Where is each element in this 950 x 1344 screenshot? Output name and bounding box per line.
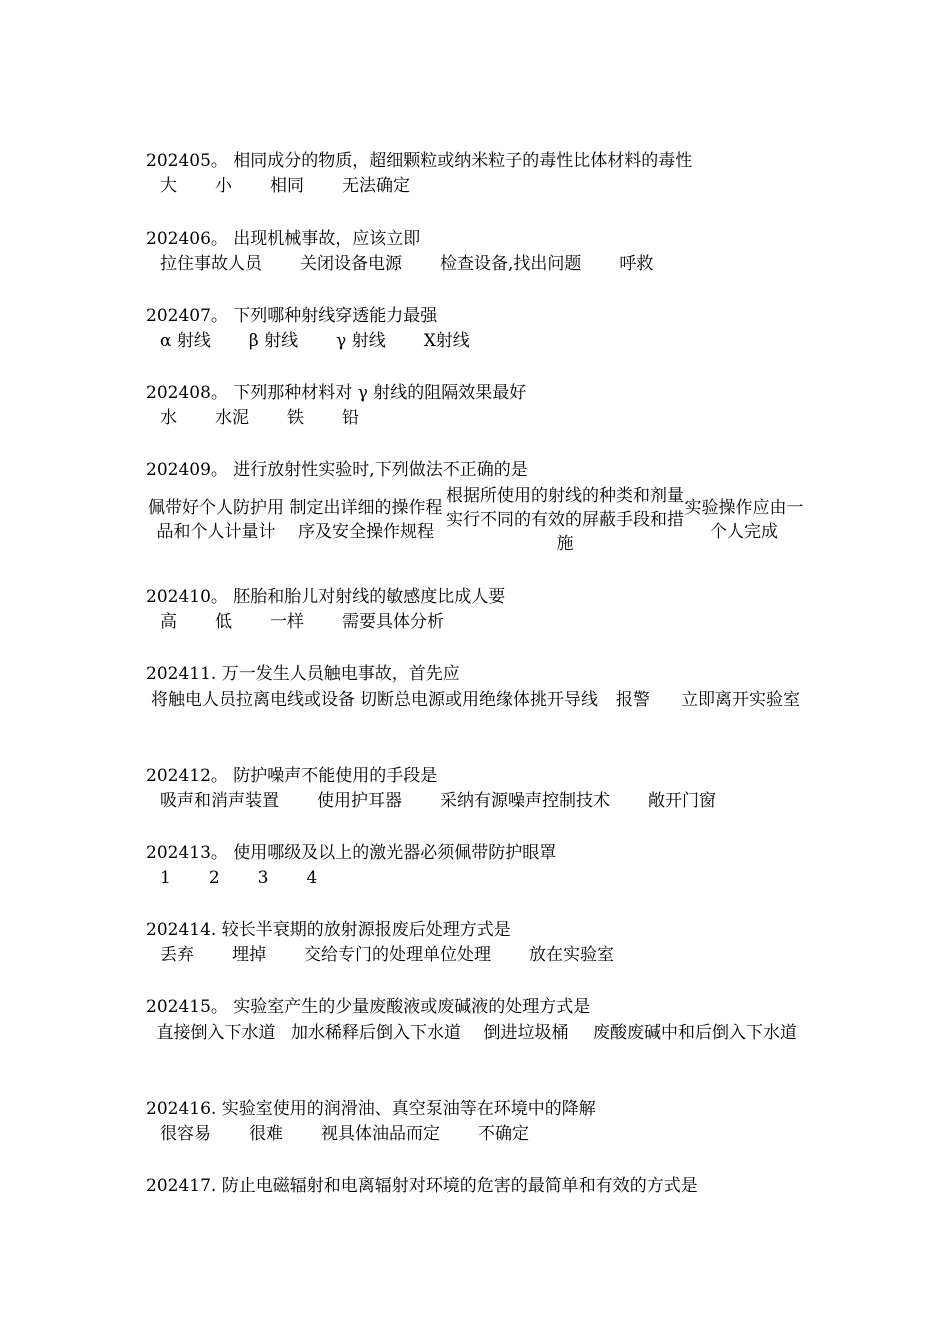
options-row (146, 866, 826, 890)
question-text: 202413。 使用哪级及以上的激光器必须佩带防护眼罩 (146, 843, 557, 863)
question-202406 (146, 227, 826, 276)
option-a: α 射线 (160, 331, 211, 351)
option-d: 需要具体分析 (342, 612, 444, 632)
option-b: 加水稀释后倒入下水道 (291, 1023, 461, 1043)
question-202416 (146, 1097, 826, 1146)
option-a: 大 (160, 176, 177, 196)
question-text: 202407。 下列哪种射线穿透能力最强 (146, 306, 438, 326)
option-d: 废酸废碱中和后倒入下水道 (593, 1023, 797, 1043)
options-grid (146, 688, 826, 712)
option-c: 倒进垃圾桶 (483, 1023, 569, 1043)
option-c: γ 射线 (336, 331, 386, 351)
options-row (146, 789, 826, 813)
option-b: 水泥 (215, 408, 249, 428)
option-a: 佩带好个人防护用品和个人计量计 (148, 498, 284, 542)
option-c: 一样 (270, 612, 304, 632)
option-d: 4 (306, 868, 318, 888)
option-b: 低 (215, 612, 232, 632)
option-a: 直接倒入下水道 (156, 1023, 276, 1043)
option-c: 交给专门的处理单位处理 (304, 945, 491, 965)
option-b: β 射线 (248, 331, 299, 351)
question-text: 202415。 实验室产生的少量废酸液或废碱液的处理方式是 (146, 997, 591, 1017)
option-a: 拉住事故人员 (160, 254, 262, 274)
question-text: 202408。 下列那种材料对 γ 射线的阻隔效果最好 (146, 383, 527, 403)
option-c: 采纳有源噪声控制技术 (440, 791, 610, 811)
question-202417 (146, 1174, 826, 1198)
option-b: 小 (215, 176, 232, 196)
option-c: 检查设备,找出问题 (440, 254, 582, 274)
question-text: 202406。 出现机械事故，应该立即 (146, 229, 421, 249)
question-text: 202405。 相同成分的物质，超细颗粒或纳米粒子的毒性比体材料的毒性 (146, 151, 693, 171)
option-a: 吸声和消声装置 (160, 791, 279, 811)
option-d: 无法确定 (342, 176, 410, 196)
options-row (146, 252, 826, 276)
options-row (146, 943, 826, 967)
option-b: 2 (208, 868, 220, 888)
question-202405 (146, 149, 826, 198)
option-a: 丢弃 (160, 945, 194, 965)
options-grid (146, 484, 826, 556)
option-b: 使用护耳器 (317, 791, 402, 811)
options-row (146, 329, 826, 353)
option-d: 立即离开实验室 (681, 690, 800, 710)
question-202408 (146, 381, 826, 430)
option-c: 报警 (616, 690, 650, 710)
option-c: 根据所使用的射线的种类和剂量实行不同的有效的屏蔽手段和措施 (446, 486, 684, 554)
option-b: 很难 (249, 1124, 283, 1144)
question-text: 202409。 进行放射性实验时,下列做法不正确的是 (146, 460, 528, 480)
option-c: 铁 (287, 408, 304, 428)
option-b: 关闭设备电源 (300, 254, 402, 274)
options-grid (146, 1021, 826, 1045)
question-text: 202412。 防护噪声不能使用的手段是 (146, 766, 438, 786)
option-a: 水 (160, 408, 177, 428)
question-202407 (146, 304, 826, 353)
option-d: 实验操作应由一个人完成 (684, 498, 804, 542)
option-d: 不确定 (478, 1124, 529, 1144)
question-text: 202411. 万一发生人员触电事故，首先应 (146, 664, 460, 684)
question-text: 202416. 实验室使用的润滑油、真空泵油等在环境中的降解 (146, 1099, 596, 1119)
option-a: 很容易 (160, 1124, 211, 1144)
option-d: 放在实验室 (529, 945, 614, 965)
option-b: 切断总电源或用绝缘体挑开导线 (360, 690, 598, 710)
option-a: 1 (160, 868, 171, 888)
question-text: 202414. 较长半衰期的放射源报废后处理方式是 (146, 920, 511, 940)
question-text: 202410。 胚胎和胎儿对射线的敏感度比成人要 (146, 587, 506, 607)
option-b: 埋掉 (232, 945, 266, 965)
question-202411 (146, 662, 826, 712)
option-a: 高 (160, 612, 177, 632)
option-c: 视具体油品而定 (321, 1124, 440, 1144)
options-row (146, 174, 826, 198)
question-text: 202417. 防止电磁辐射和电离辐射对环境的危害的最简单和有效的方式是 (146, 1176, 698, 1196)
question-202409 (146, 458, 826, 556)
question-202414 (146, 918, 826, 967)
option-d: 敞开门窗 (648, 791, 716, 811)
options-row (146, 1122, 826, 1146)
options-row (146, 406, 826, 430)
question-202412 (146, 764, 826, 813)
question-202410 (146, 585, 826, 634)
option-a: 将触电人员拉离电线或设备 (151, 690, 355, 710)
options-row (146, 610, 826, 634)
option-c: 相同 (270, 176, 304, 196)
question-202413 (146, 841, 826, 890)
option-b: 制定出详细的操作程序及安全操作规程 (289, 498, 443, 542)
option-d: 铅 (342, 408, 359, 428)
option-d: 呼救 (619, 254, 654, 274)
question-202415 (146, 995, 826, 1045)
option-d: X射线 (423, 331, 470, 351)
option-c: 3 (257, 868, 269, 888)
